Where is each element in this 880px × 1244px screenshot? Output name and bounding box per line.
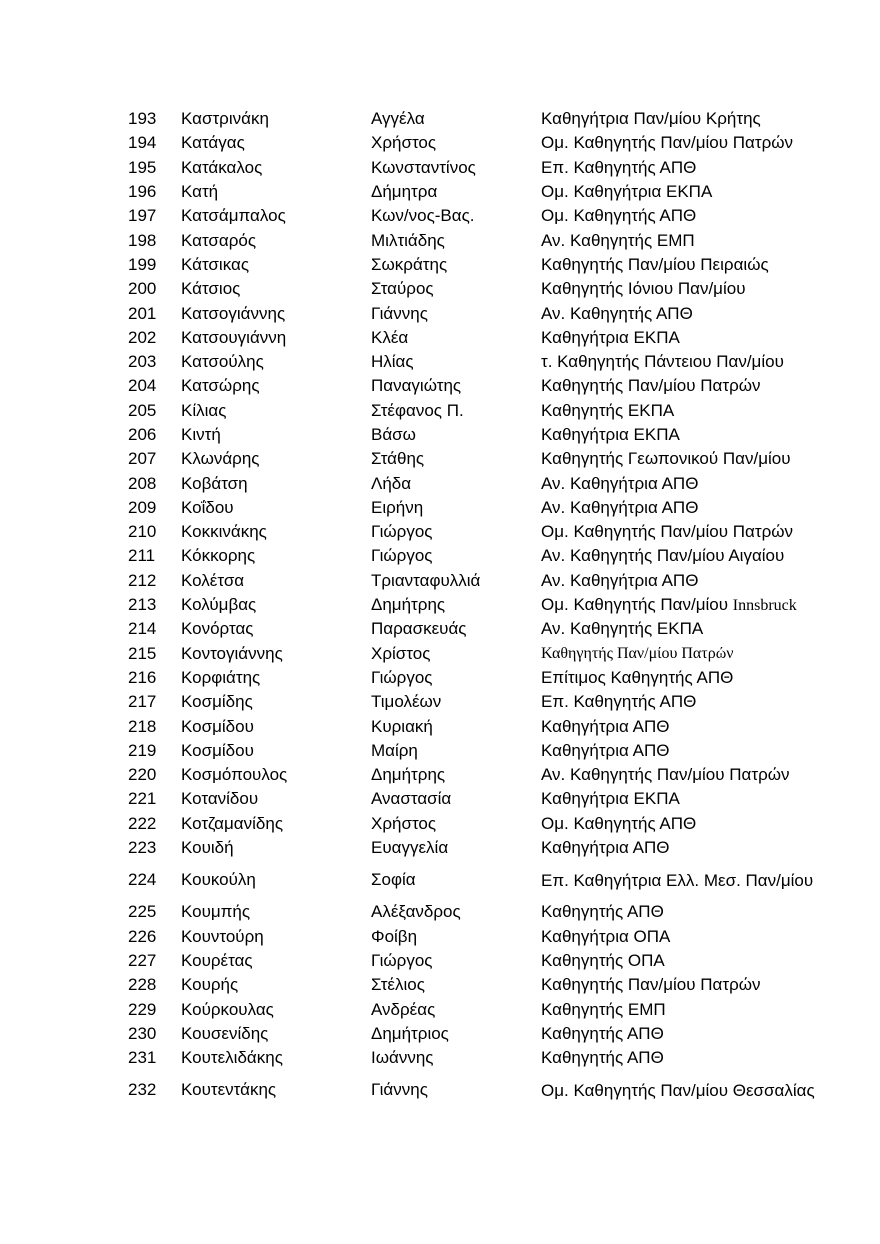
first-name: Χρίστος	[371, 643, 431, 663]
academic-title	[541, 374, 831, 398]
row-number: 216	[128, 667, 157, 687]
academic-title	[541, 496, 831, 520]
row-number: 226	[128, 926, 157, 946]
academic-title-text: Καθηγήτρια ΕΚΠΑ	[541, 789, 680, 809]
table-row	[128, 900, 831, 924]
academic-title-text: Ομ. Καθηγητής ΑΠΘ	[541, 813, 697, 833]
row-number: 208	[128, 473, 157, 493]
surname: Κατσώρης	[181, 376, 260, 396]
first-name: Σταύρος	[371, 279, 434, 299]
signatories-table-body	[128, 107, 831, 1110]
surname: Κορφιάτης	[181, 667, 261, 687]
first-name: Δήμητρα	[371, 182, 438, 202]
table-row	[128, 350, 831, 374]
academic-title	[541, 997, 831, 1021]
academic-title	[541, 156, 831, 180]
table-row	[128, 399, 831, 423]
table-row	[128, 925, 831, 949]
surname: Κοντογιάννης	[181, 643, 283, 663]
academic-title-text: Αν. Καθηγήτρια ΑΠΘ	[541, 570, 699, 590]
academic-title	[541, 787, 831, 811]
surname: Κατάγας	[181, 133, 245, 153]
academic-title	[541, 860, 831, 900]
surname: Κολέτσα	[181, 570, 245, 590]
table-row	[128, 997, 831, 1021]
first-name: Παναγιώτης	[371, 376, 462, 396]
academic-title	[541, 471, 831, 495]
academic-title-text: Αν. Καθηγήτρια ΑΠΘ	[541, 473, 699, 493]
table-row	[128, 666, 831, 690]
first-name: Γιώργος	[371, 950, 433, 970]
surname: Κοσμίδης	[181, 692, 253, 712]
row-number: 212	[128, 570, 157, 590]
academic-title	[541, 277, 831, 301]
first-name: Τιμολέων	[371, 692, 442, 712]
academic-title	[541, 739, 831, 763]
row-number: 228	[128, 975, 157, 995]
academic-title-text: Καθηγήτρια ΑΠΘ	[541, 838, 670, 858]
first-name: Ιωάννης	[371, 1048, 434, 1068]
academic-title-text: Καθηγητής ΑΠΘ	[541, 902, 664, 922]
surname: Κουκούλη	[181, 870, 256, 890]
academic-title	[541, 423, 831, 447]
academic-title-text: Ομ. Καθηγητής Παν/μίου Πατρών	[541, 522, 794, 542]
table-row	[128, 642, 831, 666]
row-number: 197	[128, 206, 157, 226]
row-number: 219	[128, 740, 157, 760]
first-name: Ειρήνη	[371, 497, 424, 517]
surname: Κιντή	[181, 425, 221, 444]
academic-title	[541, 642, 831, 666]
academic-title-text: Αν. Καθηγητής Παν/μίου Πατρών	[541, 765, 790, 785]
row-number: 213	[128, 595, 157, 615]
academic-title-text: Αν. Καθηγητής Παν/μίου Αιγαίου	[541, 546, 785, 566]
academic-title	[541, 131, 831, 155]
academic-title	[541, 326, 831, 350]
row-number: 205	[128, 400, 157, 420]
academic-title-text: Καθηγήτρια Παν/μίου Κρήτης	[541, 109, 761, 129]
academic-title-text: Καθηγητής ΑΠΘ	[541, 1048, 664, 1068]
surname: Κονόρτας	[181, 619, 254, 639]
surname: Κοκκινάκης	[181, 522, 267, 542]
row-number: 204	[128, 376, 157, 396]
first-name: Δημήτρης	[371, 595, 446, 615]
row-number: 206	[128, 425, 157, 444]
academic-title-text: Καθηγητής Παν/μίου Πατρών	[541, 645, 734, 663]
table-row	[128, 131, 831, 155]
row-number: 230	[128, 1023, 157, 1043]
academic-title-text: Ομ. Καθηγητής ΑΠΘ	[541, 206, 697, 226]
row-number: 199	[128, 254, 157, 274]
academic-title	[541, 253, 831, 277]
academic-title	[541, 569, 831, 593]
table-row	[128, 447, 831, 471]
surname: Κουτελιδάκης	[181, 1048, 283, 1068]
first-name: Ανδρέας	[371, 999, 436, 1019]
table-row	[128, 471, 831, 495]
row-number: 225	[128, 902, 157, 922]
surname: Κατσάμπαλος	[181, 206, 286, 226]
first-name: Μαίρη	[371, 740, 418, 760]
table-row	[128, 277, 831, 301]
surname: Κατσουγιάννη	[181, 327, 287, 347]
academic-title	[541, 812, 831, 836]
row-number: 215	[128, 643, 157, 663]
surname: Κοβάτση	[181, 473, 248, 493]
first-name: Κωνσταντίνος	[371, 157, 476, 177]
table-row	[128, 107, 831, 131]
table-row	[128, 180, 831, 204]
table-row	[128, 301, 831, 325]
academic-title	[541, 1046, 831, 1070]
surname: Κουντούρη	[181, 926, 264, 946]
academic-title-text: Καθηγήτρια ΕΚΠΑ	[541, 327, 680, 347]
first-name: Αγγέλα	[371, 109, 425, 129]
row-number: 217	[128, 692, 157, 712]
academic-title-text: Καθηγητής Γεωπονικού Παν/μίου	[541, 449, 791, 469]
first-name: Σοφία	[371, 870, 416, 890]
row-number: 207	[128, 449, 157, 469]
table-row	[128, 228, 831, 252]
academic-title-text: Καθηγήτρια ΑΠΘ	[541, 740, 670, 760]
signatories-table	[128, 107, 831, 1110]
first-name: Μιλτιάδης	[371, 230, 445, 250]
surname: Κολύμβας	[181, 595, 257, 615]
surname: Κατσογιάννης	[181, 303, 286, 323]
first-name: Δημήτρης	[371, 765, 446, 785]
academic-title-text: Καθηγητής Ιόνιου Παν/μίου	[541, 279, 746, 299]
academic-title-text: Επ. Καθηγητής ΑΠΘ	[541, 157, 697, 177]
academic-title	[541, 447, 831, 471]
surname: Κουτεντάκης	[181, 1080, 277, 1100]
academic-title-text: Καθηγήτρια ΕΚΠΑ	[541, 425, 680, 444]
academic-title	[541, 180, 831, 204]
academic-title	[541, 520, 831, 544]
academic-title	[541, 544, 831, 568]
row-number: 198	[128, 230, 157, 250]
first-name: Γιάννης	[371, 1080, 428, 1100]
academic-title-text: Επίτιμος Καθηγητής ΑΠΘ	[541, 667, 734, 687]
surname: Κλωνάρης	[181, 449, 260, 469]
row-number: 200	[128, 279, 157, 299]
surname: Καστρινάκη	[181, 109, 269, 129]
first-name: Γιάννης	[371, 303, 428, 323]
surname: Κουμπής	[181, 902, 251, 922]
row-number: 232	[128, 1080, 157, 1100]
first-name: Βάσω	[371, 425, 416, 444]
academic-title	[541, 925, 831, 949]
surname: Κοτζαμανίδης	[181, 813, 284, 833]
surname: Κοσμίδου	[181, 740, 254, 760]
surname: Κουσενίδης	[181, 1023, 269, 1043]
academic-title	[541, 204, 831, 228]
table-row	[128, 617, 831, 641]
academic-title-text: Καθηγήτρια ΑΠΘ	[541, 716, 670, 736]
table-row	[128, 1022, 831, 1046]
first-name: Τριανταφυλλιά	[371, 570, 481, 590]
academic-title	[541, 593, 831, 617]
surname: Κατσαρός	[181, 230, 257, 250]
academic-title	[541, 350, 831, 374]
academic-title-text: Καθηγητής Παν/μίου Πατρών	[541, 376, 761, 396]
first-name: Σωκράτης	[371, 254, 448, 274]
academic-title-text: Ομ. Καθηγητής Παν/μίου Πατρών	[541, 133, 794, 153]
table-row	[128, 690, 831, 714]
surname: Κοΐδου	[181, 497, 234, 517]
academic-title-text: Καθηγητής Παν/μίου Πατρών	[541, 975, 761, 995]
first-name: Στέλιος	[371, 975, 425, 995]
academic-title	[541, 1022, 831, 1046]
first-name: Γιώργος	[371, 667, 433, 687]
table-row	[128, 973, 831, 997]
first-name: Χρήστος	[371, 813, 437, 833]
academic-title-text: Ομ. Καθηγητής Παν/μίου	[541, 594, 729, 614]
academic-title	[541, 301, 831, 325]
row-number: 202	[128, 327, 157, 347]
surname: Κοσμίδου	[181, 716, 254, 736]
row-number: 221	[128, 789, 157, 809]
row-number: 193	[128, 109, 157, 129]
first-name: Παρασκευάς	[371, 619, 467, 639]
row-number: 227	[128, 950, 157, 970]
surname: Κάτσιος	[181, 279, 241, 299]
academic-title-text: Καθηγήτρια ΟΠΑ	[541, 926, 671, 946]
academic-title-text: Αν. Καθηγητής ΕΜΠ	[541, 230, 695, 250]
table-row	[128, 812, 831, 836]
academic-title-text: Καθηγητής ΕΚΠΑ	[541, 400, 675, 420]
table-row	[128, 496, 831, 520]
first-name: Στέφανος Π.	[371, 400, 464, 420]
table-row	[128, 593, 831, 617]
table-row	[128, 423, 831, 447]
academic-title	[541, 228, 831, 252]
academic-title-text: Καθηγητής ΑΠΘ	[541, 1023, 664, 1043]
first-name: Κυριακή	[371, 716, 433, 736]
first-name: Ηλίας	[371, 352, 414, 372]
row-number: 211	[128, 546, 156, 566]
first-name: Λήδα	[371, 473, 412, 493]
surname: Κατάκαλος	[181, 157, 263, 177]
academic-title-text: Επ. Καθηγητής ΑΠΘ	[541, 692, 697, 712]
table-row	[128, 860, 831, 900]
academic-title	[541, 666, 831, 690]
surname: Κατσούλης	[181, 352, 264, 372]
academic-title	[541, 836, 831, 860]
table-row	[128, 156, 831, 180]
surname: Κούρκουλας	[181, 999, 274, 1019]
table-row	[128, 763, 831, 787]
table-row	[128, 739, 831, 763]
academic-title-text: Ομ. Καθηγήτρια ΕΚΠΑ	[541, 182, 713, 202]
surname: Κοσμόπουλος	[181, 765, 288, 785]
academic-title	[541, 107, 831, 131]
row-number: 220	[128, 765, 157, 785]
academic-title	[541, 900, 831, 924]
academic-title	[541, 714, 831, 738]
row-number: 203	[128, 352, 157, 372]
academic-title-text: Καθηγητής ΟΠΑ	[541, 950, 665, 970]
academic-title-text: Αν. Καθηγήτρια ΑΠΘ	[541, 497, 699, 517]
table-row	[128, 1046, 831, 1070]
surname: Κόκκορης	[181, 546, 256, 566]
academic-title-university: Innsbruck	[732, 596, 797, 614]
surname: Κατή	[181, 182, 219, 202]
academic-title-text: Ομ. Καθηγητής Παν/μίου Θεσσαλίας	[541, 1080, 815, 1100]
row-number: 201	[128, 303, 157, 323]
academic-title	[541, 617, 831, 641]
row-number: 214	[128, 619, 157, 639]
academic-title-text: Επ. Καθηγήτρια Ελλ. Μεσ. Παν/μίου	[541, 870, 814, 890]
first-name: Κλέα	[371, 327, 409, 347]
first-name: Αναστασία	[371, 789, 452, 809]
table-row	[128, 569, 831, 593]
row-number: 210	[128, 522, 157, 542]
academic-title-text: Αν. Καθηγητής ΑΠΘ	[541, 303, 693, 323]
surname: Κοτανίδου	[181, 789, 259, 809]
first-name: Γιώργος	[371, 546, 433, 566]
table-row	[128, 949, 831, 973]
row-number: 218	[128, 716, 157, 736]
academic-title-text: Καθηγητής Παν/μίου Πειραιώς	[541, 254, 769, 274]
first-name: Στάθης	[371, 449, 425, 469]
academic-title-text: Καθηγητής ΕΜΠ	[541, 999, 666, 1019]
table-row	[128, 520, 831, 544]
table-row	[128, 787, 831, 811]
table-row	[128, 204, 831, 228]
row-number: 222	[128, 813, 157, 833]
table-row	[128, 253, 831, 277]
first-name: Αλέξανδρος	[371, 902, 461, 922]
row-number: 229	[128, 999, 157, 1019]
surname: Κουιδή	[181, 838, 234, 858]
academic-title	[541, 399, 831, 423]
surname: Κουρέτας	[181, 950, 253, 970]
surname: Κάτσικας	[181, 254, 250, 274]
table-row	[128, 326, 831, 350]
row-number: 231	[128, 1048, 157, 1068]
row-number: 223	[128, 838, 157, 858]
academic-title	[541, 973, 831, 997]
academic-title	[541, 949, 831, 973]
first-name: Δημήτριος	[371, 1023, 449, 1043]
first-name: Ευαγγελία	[371, 838, 449, 858]
surname: Κίλιας	[181, 400, 227, 420]
row-number: 195	[128, 157, 157, 177]
academic-title-text: Αν. Καθηγητής ΕΚΠΑ	[541, 619, 704, 639]
academic-title	[541, 690, 831, 714]
first-name: Γιώργος	[371, 522, 433, 542]
academic-title-text: τ. Καθηγητής Πάντειου Παν/μίου	[541, 352, 784, 372]
row-number: 196	[128, 182, 157, 202]
first-name: Κων/νος-Βας.	[371, 206, 475, 226]
row-number: 194	[128, 133, 157, 153]
table-row	[128, 374, 831, 398]
row-number: 224	[128, 870, 157, 890]
academic-title	[541, 1070, 831, 1110]
table-row	[128, 544, 831, 568]
first-name: Χρήστος	[371, 133, 437, 153]
row-number: 209	[128, 497, 157, 517]
first-name: Φοίβη	[371, 926, 418, 946]
table-row	[128, 836, 831, 860]
table-row	[128, 714, 831, 738]
academic-title	[541, 763, 831, 787]
surname: Κουρής	[181, 975, 239, 995]
table-row	[128, 1070, 831, 1110]
